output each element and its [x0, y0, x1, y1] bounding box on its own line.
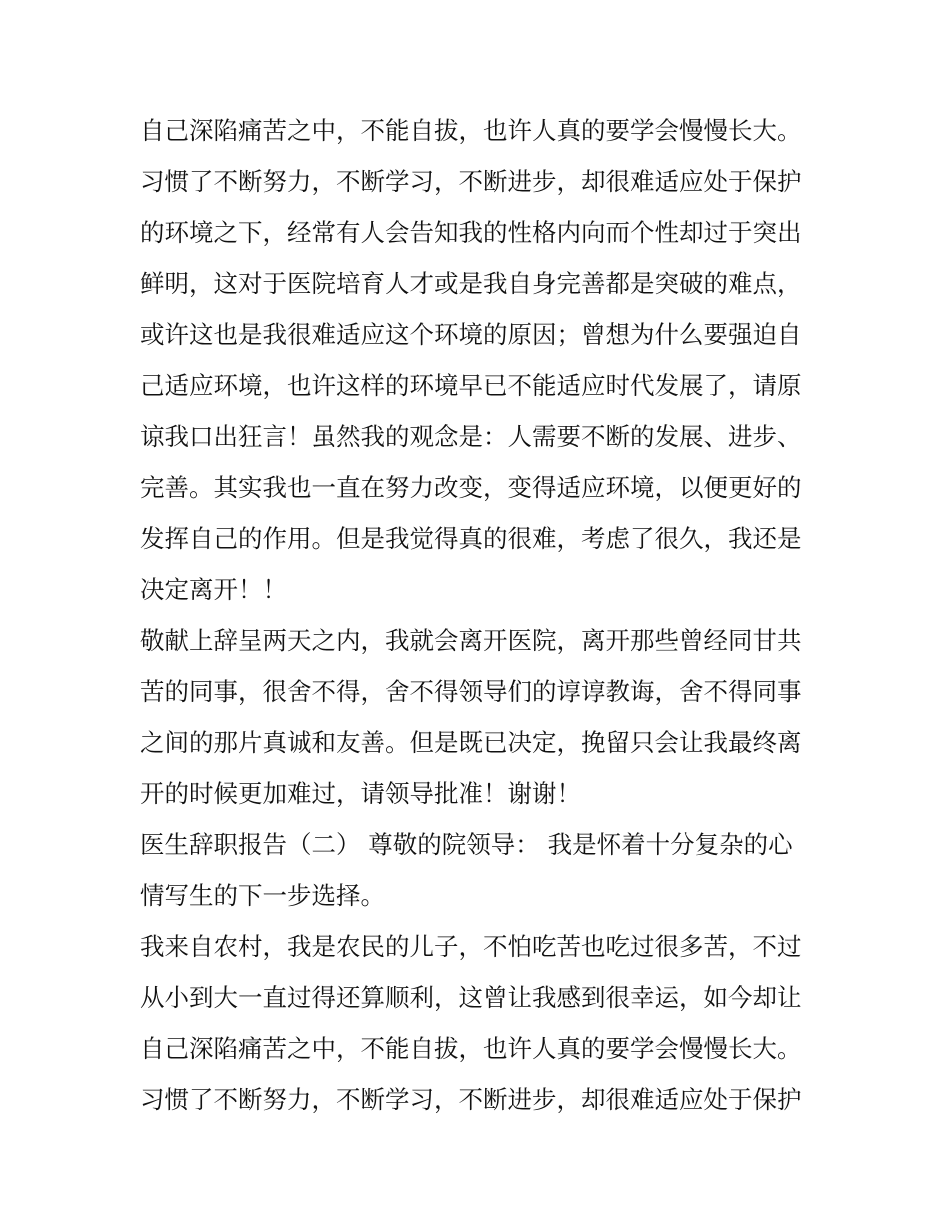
text-line: 完善。其实我也一直在努力改变，变得适应环境，以便更好的 — [140, 473, 802, 502]
text-line: 习惯了不断努力，不断学习，不断进步，却很难适应处于保护 — [140, 167, 802, 196]
text-line: 从小到大一直过得还算顺利，这曾让我感到很幸运，如今却让 — [140, 983, 802, 1012]
document-body — [140, 105, 820, 1125]
text-line: 己适应环境，也许这样的环境早已不能适应时代发展了，请原 — [140, 371, 802, 400]
text-line: 习惯了不断努力，不断学习，不断进步，却很难适应处于保护 — [140, 1085, 802, 1114]
text-line: 谅我口出狂言！虽然我的观念是：人需要不断的发展、进步、 — [140, 422, 802, 451]
text-line: 敬献上辞呈两天之内，我就会离开医院，离开那些曾经同甘共 — [140, 626, 802, 655]
text-line: 之间的那片真诚和友善。但是既已决定，挽留只会让我最终离 — [140, 728, 802, 757]
text-line: 的环境之下，经常有人会告知我的性格内向而个性却过于突出 — [140, 218, 802, 247]
text-line: 情写生的下一步选择。 — [140, 881, 385, 910]
text-line: 苦的同事，很舍不得，舍不得领导们的谆谆教诲，舍不得同事 — [140, 677, 802, 706]
text-line: 鲜明，这对于医院培育人才或是我自身完善都是突破的难点， — [140, 269, 802, 298]
text-line: 或许这也是我很难适应这个环境的原因；曾想为什么要强迫自 — [140, 320, 802, 349]
text-line: 自己深陷痛苦之中，不能自拔，也许人真的要学会慢慢长大。 — [140, 116, 802, 145]
text-line: 医生辞职报告（二） 尊敬的院领导： 我是怀着十分复杂的心 — [140, 830, 793, 859]
text-line: 发挥自己的作用。但是我觉得真的很难，考虑了很久，我还是 — [140, 524, 802, 553]
text-line: 开的时候更加难过，请领导批准！谢谢！ — [140, 779, 581, 808]
text-line: 决定离开！！ — [140, 575, 287, 604]
text-line: 我来自农村，我是农民的儿子，不怕吃苦也吃过很多苦，不过 — [140, 932, 802, 961]
text-line: 自己深陷痛苦之中，不能自拔，也许人真的要学会慢慢长大。 — [140, 1034, 802, 1063]
